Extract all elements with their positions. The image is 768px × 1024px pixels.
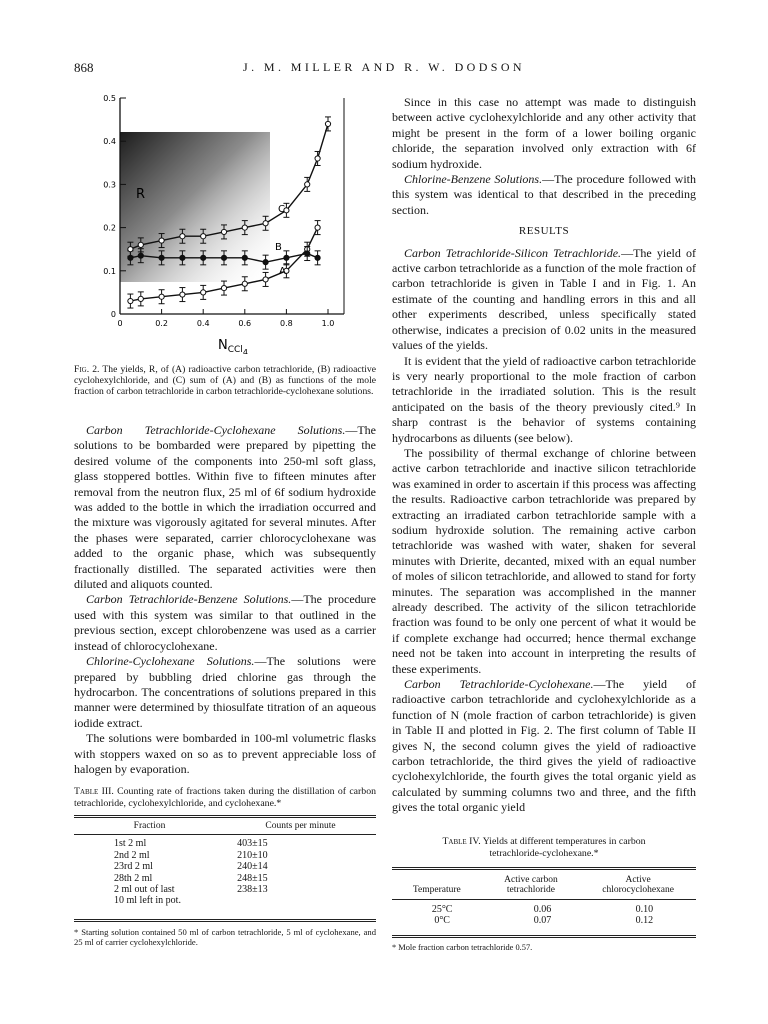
x-tick-label: 1.0 — [321, 319, 335, 328]
table-3-cell-counts: 210±10 — [237, 849, 268, 861]
table-3-header-rule — [74, 834, 376, 835]
figure-2-plot — [96, 92, 364, 354]
table-3-body — [74, 838, 376, 906]
table-3-cell-fraction: 23rd 2 ml — [114, 861, 153, 873]
results-heading: RESULTS — [518, 225, 570, 238]
table-3 — [74, 786, 376, 947]
data-point-a — [200, 285, 206, 299]
paragraph-ccl4-sicl4: Carbon Tetrachloride-Silicon Tetrachloride.—The yield of active carbon tetrachloride as a function of the mole fraction of carbon tetrachloride is given in Table I and in Fig. 1. An estimate of the counting and handling errors in this and all other experiments described, unless specifically stated otherwise, indicates a precision of 0.02 units in the measured values of the yields. — [392, 245, 696, 353]
paragraph-ccl4-benzene: Carbon Tetrachloride-Benzene Solutions.—The procedure used with this system was similar to that outlined in the previous section, except chlorobenzene was used as a carrier instead of chlorocyclohexane. — [74, 592, 376, 653]
table-3-grid — [74, 821, 376, 831]
table-3-cell-fraction: 2 ml out of last — [114, 884, 175, 896]
table-4-body — [392, 904, 696, 927]
data-point-a — [179, 288, 185, 302]
table-4-header-rule — [392, 899, 696, 900]
table-3-cell-counts: 240±14 — [237, 861, 268, 873]
table-4-cell-temperature: 0°C — [434, 915, 450, 927]
table-3-cell-counts: 403±15 — [237, 838, 268, 850]
x-tick-label: 0 — [117, 319, 123, 328]
table-4-row — [392, 915, 696, 926]
figure-shading — [120, 132, 270, 282]
table-4-bottom-rule — [392, 935, 696, 938]
table-4-footnote: * Mole fraction carbon tetrachloride 0.57. — [392, 942, 533, 952]
page-number: 868 — [74, 60, 94, 75]
table-4-cell-active-chlorocyclohexane: 0.12 — [635, 915, 654, 927]
data-point-a — [159, 290, 165, 304]
table-3-row — [74, 895, 376, 906]
table-4-top-rule — [392, 867, 696, 870]
table-4-cell-active-ccl4: 0.06 — [533, 903, 552, 915]
table-4-cell-active-chlorocyclohexane: 0.10 — [635, 903, 654, 915]
table-3-row — [74, 838, 376, 849]
left-column — [74, 423, 376, 777]
table-3-cell-fraction: 10 ml left in pot. — [114, 895, 181, 907]
table-4-row — [392, 904, 696, 915]
paragraph-ccl4-cyclohexane-results: Carbon Tetrachloride-Cyclohexane.—The yield of radioactive carbon tetrachloride and cyclohexylchloride as a function of N (mole fraction of carbon tetrachloride) is given in Table II and plotted in Fig. 2. The first column of Table II gives N, the second column gives the yield of radioactive carbon tetrachloride, the third gives the yield of radioactive cyclohexylchloride, the fourth gives the total organic yield as calculated by summing columns two and three, and the fifth gives the total organic yield — [392, 677, 696, 815]
table-4-cell-active-ccl4: 0.07 — [533, 915, 552, 927]
table-3-footnote: * Starting solution contained 50 ml of carbon tetrachloride, 5 ml of cyclohexane, and 25 ml of carrier cyclohexylchloride. — [74, 926, 376, 947]
right-column — [392, 95, 696, 816]
figure-2-caption-text: The yields, R, of (A) radioactive carbon tetrachloride, (B) radioactive cyclohexylchloride, and (C) sum of (A) and (B) as functions of the mole fraction of carbon tetrachloride in carbon tetrachloride-cyclohexane solutions. — [74, 364, 376, 397]
paragraph-chlorine-benzene: Chlorine-Benzene Solutions.—The procedure followed with this system was identical to that described in the preceding section. — [392, 172, 696, 217]
x-tick-label: 0.6 — [238, 319, 252, 328]
table-3-row — [74, 873, 376, 884]
table-3-cell-counts: 238±13 — [237, 884, 268, 896]
table-3-bottom-rule — [74, 919, 376, 922]
table-3-caption: Table III. Counting rate of fractions taken during the distillation of carbon tetrachloride, cyclohexylchloride, and cyclohexane.* — [74, 786, 376, 809]
y-tick-label: 0.5 — [103, 94, 116, 103]
table-4 — [392, 836, 696, 953]
table-3-cell-counts — [237, 895, 376, 906]
table-3-cell-fraction: 2nd 2 ml — [114, 849, 150, 861]
data-point-b — [315, 251, 321, 265]
paragraph-ccl4-cyclohexane: Carbon Tetrachloride-Cyclohexane Solutions.—The solutions to be bombarded were prepared by pipetting the desired volume of the components into 250-ml soft glass, glass stoppered bottles. Within five to fifteen minutes after removal from the neutron flux, 25 ml of 6f sodium hydroxide was added to the bottle in which the irradiation occurred and the mixture was vigorously agitated for several minutes. After the phases were separated, carrier chlorocyclohexane was added to the organic phase, which was subsequently fractionally distilled. The separated activities were then diluted and aliquots counted. — [74, 423, 376, 592]
table-4-header-active-ccl4: Active carbon tetrachloride — [504, 875, 558, 896]
curve-label-c: C — [278, 204, 285, 215]
data-point-a — [221, 281, 227, 295]
table-3-cell-fraction: 1st 2 ml — [114, 838, 147, 850]
y-tick-label: 0.4 — [103, 137, 116, 147]
running-head: J. M. MILLER AND R. W. DODSON — [243, 60, 525, 74]
table-3-header-fraction: Fraction — [133, 821, 166, 831]
paragraph-chlorine-cyclohexane: Chlorine-Cyclohexane Solutions.—The solutions were prepared by bubbling dried chlorine gas through the hydrocarbon. The concentrations of solutions prepared in this manner were determined by thiosulfate titration of an aqueous iodide extract. — [74, 654, 376, 730]
table-3-header-counts: Counts per minute — [265, 821, 336, 831]
data-point-a — [138, 292, 144, 306]
table-3-row — [74, 884, 376, 895]
table-4-header-active-chlorocyclohexane: Active chlorocyclohexane — [602, 875, 674, 896]
figure-2-caption — [74, 364, 376, 397]
x-tick-label: 0.8 — [280, 319, 293, 328]
table-3-cell-fraction: 28th 2 ml — [114, 872, 153, 884]
figure-2-caption-label: Fig. 2. — [74, 364, 100, 375]
table-4-header — [392, 875, 696, 896]
paragraph-thermal-exchange: The possibility of thermal exchange of chlorine between active carbon tetrachloride and inactive silicon tetrachloride was examined in order to ascertain if this process was affecting the results. Radioactive carbon tetrachloride was prepared by extracting an irradiated carbon tetrachloride sample with a sodium hydroxide solution. The remaining active carbon tetrachloride was washed with water, shaken for several minutes with Drierite, decanted, mixed with an equal number of moles of silicon tetrachloride, and allowed to stand for forty minutes. The separation was accomplished in the manner already described. The activity of the silicon tetrachloride fraction was found to be only one percent of what it would be if complete exchange had occurred; hence thermal exchange need not be taken into account in interpreting the results of these experiments. — [392, 445, 696, 676]
curve-label-b: B — [275, 242, 282, 253]
table-3-top-rule — [74, 815, 376, 818]
table-3-cell-counts: 248±15 — [237, 872, 268, 884]
y-tick-label: 0.2 — [103, 223, 116, 233]
x-tick-label: 0.4 — [196, 319, 210, 328]
table-4-caption: Table IV. Yields at different temperatures in carbon tetrachloride-cyclohexane.* — [442, 836, 646, 859]
table-4-header-temperature: Temperature — [412, 885, 461, 896]
table-3-row — [74, 861, 376, 872]
figure-2 — [96, 92, 364, 354]
paragraph-bombardment: The solutions were bombarded in 100-ml volumetric flasks with stoppers waxed on so as to prevent appreciable loss of halogen by evaporation. — [74, 731, 376, 776]
paragraph-separation: Since in this case no attempt was made to distinguish between active cyclohexylchloride and any other activity that might be present in the form of a lower boiling organic chloride, the separation involved only extraction with 6f sodium hydroxide. — [392, 95, 696, 171]
x-tick-label: 0.2 — [155, 319, 168, 328]
y-tick-label: 0.3 — [103, 180, 116, 190]
y-tick-label: 0.1 — [103, 266, 116, 276]
x-axis-label: $N_{CCl4}$ — [218, 338, 248, 354]
table-4-cell-temperature: 25°C — [431, 903, 453, 915]
data-point-b — [283, 251, 289, 265]
y-axis-label: R — [136, 187, 146, 202]
table-3-row — [74, 850, 376, 861]
data-point-a — [127, 294, 133, 308]
paragraph-proportional: It is evident that the yield of radioactive carbon tetrachloride is very nearly proportional to the mole fraction of carbon tetrachloride in the irradiated solution. This is the result anticipated on the basis of the theory previously cited.⁹ In sharp contrast is the behavior of systems containing hydrocarbons as diluents (see below). — [392, 353, 696, 445]
y-tick-label: 0 — [110, 310, 116, 319]
curve-label-a: A — [279, 266, 286, 277]
